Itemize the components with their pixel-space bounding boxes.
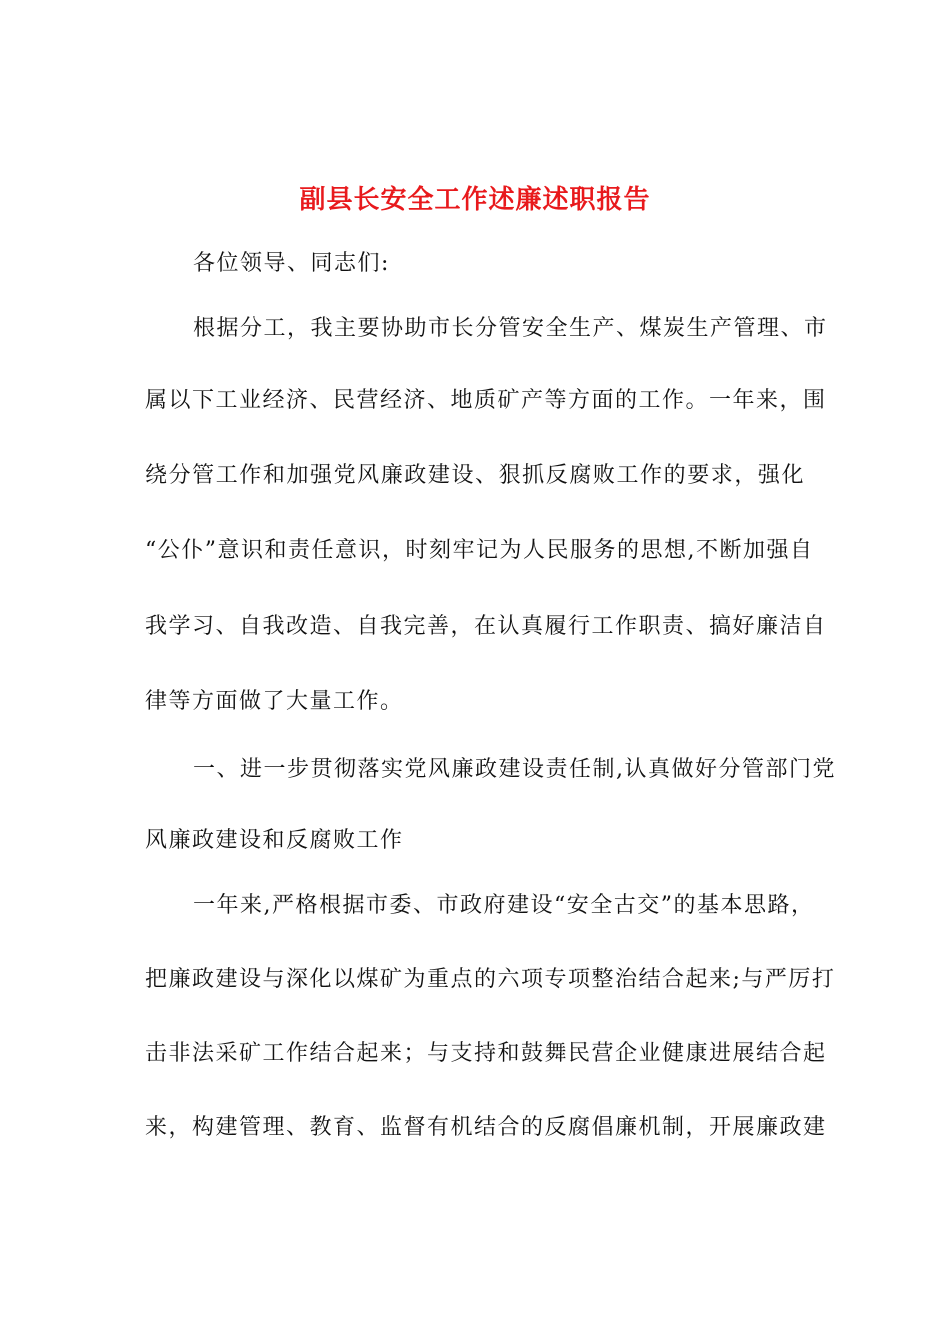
paragraph-line: 我学习、自我改造、自我完善，在认真履行工作职责、搞好廉洁自 <box>145 614 827 639</box>
section-heading-line: 风廉政建设和反腐败工作 <box>145 828 404 853</box>
document-title: 副县长安全工作述廉述职报告 <box>299 185 651 215</box>
paragraph-line: 绕分管工作和加强党风廉政建设、狠抓反腐败工作的要求，强化 <box>145 463 805 488</box>
section-heading-line: 一、进一步贯彻落实党风廉政建设责任制,认真做好分管部门党 <box>193 757 836 782</box>
paragraph-line: 根据分工，我主要协助市长分管安全生产、煤炭生产管理、市 <box>193 316 828 341</box>
paragraph-line: 律等方面做了大量工作。 <box>145 689 404 714</box>
paragraph-line: 来，构建管理、教育、监督有机结合的反腐倡廉机制，开展廉政建 <box>145 1115 827 1140</box>
paragraph-line: 把廉政建设与深化以煤矿为重点的六项专项整治结合起来;与严厉打 <box>145 967 836 992</box>
salutation: 各位领导、同志们: <box>193 251 390 276</box>
paragraph-line: 击非法采矿工作结合起来；与支持和鼓舞民营企业健康进展结合起 <box>145 1041 827 1066</box>
paragraph-line: 属以下工业经济、民营经济、地质矿产等方面的工作。一年来，围 <box>145 388 827 413</box>
paragraph-line: “公仆”意识和责任意识，时刻牢记为人民服务的思想,不断加强自 <box>145 538 814 563</box>
paragraph-line: 一年来,严格根据市委、市政府建设“安全古交”的基本思路， <box>193 893 815 918</box>
